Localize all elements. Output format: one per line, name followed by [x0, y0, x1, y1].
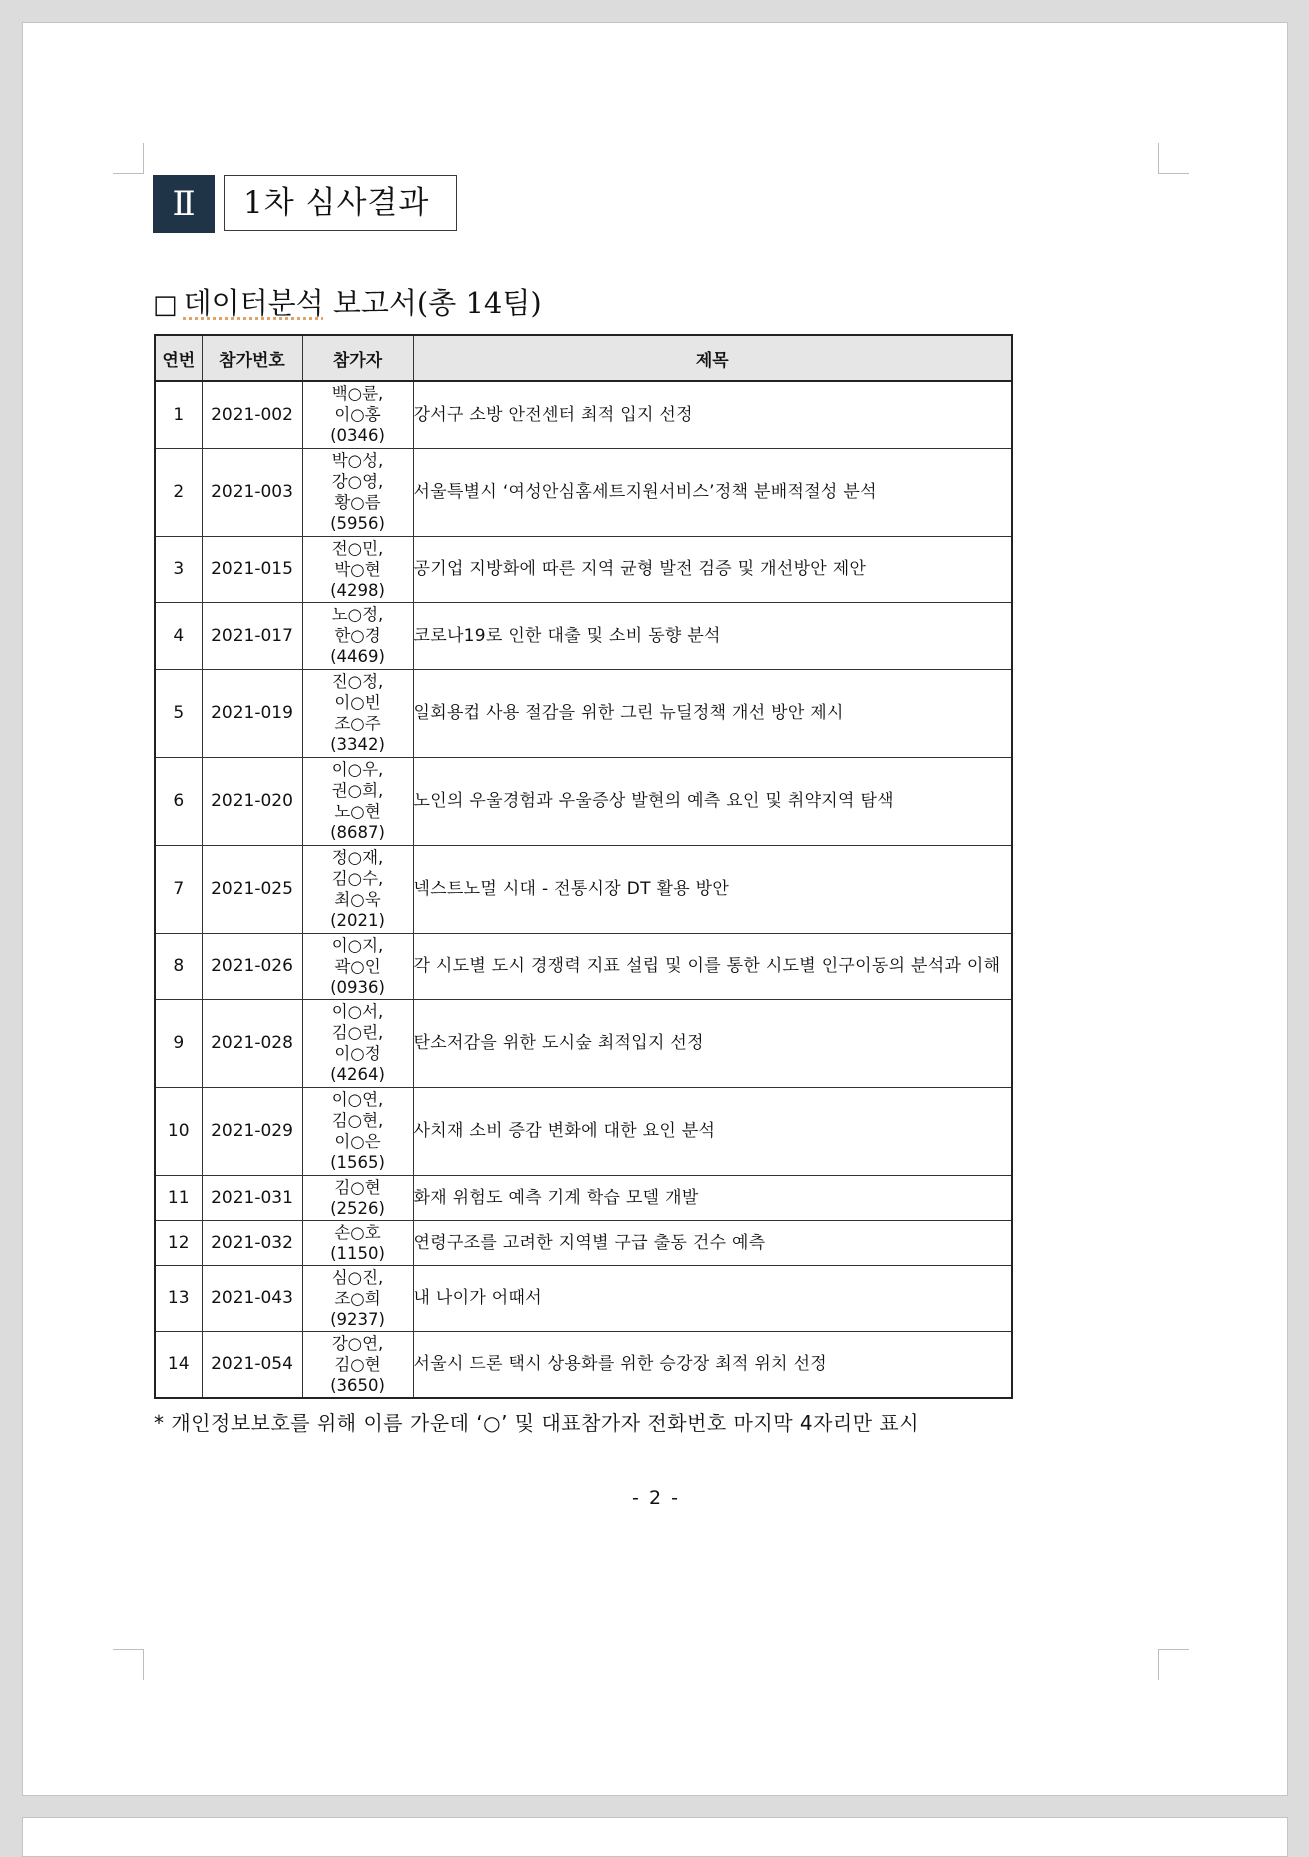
- table-row: [155, 669, 1012, 757]
- participant-line: (1150): [330, 1243, 385, 1263]
- participant-line: 이○지,: [331, 935, 384, 955]
- crop-mark-bottom-right: [1158, 1649, 1189, 1680]
- participant-line: (4298): [330, 580, 385, 600]
- cell-no: 13: [155, 1265, 202, 1331]
- cell-title: 일회용컵 사용 절감을 위한 그린 뉴딜정책 개선 방안 제시: [413, 669, 1012, 757]
- participant-line: 이○은: [334, 1132, 381, 1151]
- next-page-edge: [22, 1817, 1288, 1857]
- cell-title: 코로나19로 인한 대출 및 소비 동향 분석: [413, 602, 1012, 669]
- cell-entry-id: 2021-017: [202, 602, 302, 669]
- cell-entry-id: 2021-003: [202, 448, 302, 536]
- cell-entry-id: 2021-025: [202, 845, 302, 933]
- footnote: * 개인정보보호를 위해 이름 가운데 ‘○’ 및 대표참가자 전화번호 마지막 4자리만 표시: [154, 1411, 920, 1435]
- header-id: 참가번호: [202, 335, 302, 381]
- header-participants: 참가자: [302, 335, 413, 381]
- results-table: [154, 334, 1013, 1399]
- cell-title: 탄소저감을 위한 도시숲 최적입지 선정: [413, 999, 1012, 1087]
- table-row: [155, 1175, 1012, 1220]
- cell-participants: [302, 1087, 413, 1175]
- cell-no: 7: [155, 845, 202, 933]
- cell-title: 노인의 우울경험과 우울증상 발현의 예측 요인 및 취약지역 탐색: [413, 757, 1012, 845]
- participant-line: (9237): [330, 1309, 385, 1329]
- cell-participants: [302, 1220, 413, 1265]
- cell-no: 1: [155, 381, 202, 448]
- table-row: [155, 933, 1012, 999]
- cell-no: 3: [155, 536, 202, 602]
- table-row: [155, 757, 1012, 845]
- participant-line: (5956): [330, 514, 385, 533]
- participant-line: 강○연,: [331, 1333, 384, 1353]
- cell-no: 4: [155, 602, 202, 669]
- cell-participants: [302, 999, 413, 1087]
- participant-line: 한○경: [334, 626, 381, 645]
- participant-line: 진○정,: [331, 672, 384, 691]
- cell-no: 6: [155, 757, 202, 845]
- cell-no: 11: [155, 1175, 202, 1220]
- table-header-row: [155, 335, 1012, 381]
- participant-line: 조○주: [334, 714, 381, 733]
- cell-title: 각 시도별 도시 경쟁력 지표 설립 및 이를 통한 시도별 인구이동의 분석과 이해: [413, 933, 1012, 999]
- participant-line: (4264): [330, 1065, 385, 1084]
- participant-line: 최○욱: [334, 890, 381, 909]
- participant-line: (4469): [330, 647, 385, 666]
- table-row: [155, 448, 1012, 536]
- cell-entry-id: 2021-002: [202, 381, 302, 448]
- participant-line: 권○희,: [331, 781, 384, 800]
- subheading-underlined-text: 데이터분석: [183, 286, 324, 320]
- participant-line: 이○홍: [334, 405, 381, 425]
- document-page: [22, 22, 1288, 1796]
- cell-participants: [302, 536, 413, 602]
- cell-entry-id: 2021-028: [202, 999, 302, 1087]
- participant-line: 곽○인: [334, 956, 381, 976]
- participant-line: 김○현: [334, 1354, 381, 1374]
- cell-title: 서울특별시 ‘여성안심홈세트지원서비스’정책 분배적절성 분석: [413, 448, 1012, 536]
- cell-no: 8: [155, 933, 202, 999]
- table-row: [155, 1265, 1012, 1331]
- cell-title: 내 나이가 어때서: [413, 1265, 1012, 1331]
- cell-entry-id: 2021-031: [202, 1175, 302, 1220]
- cell-title: 공기업 지방화에 따른 지역 균형 발전 검증 및 개선방안 제안: [413, 536, 1012, 602]
- participant-line: 김○현: [334, 1177, 381, 1197]
- cell-participants: [302, 1331, 413, 1398]
- checkbox-bullet-icon: □: [153, 290, 178, 320]
- cell-entry-id: 2021-054: [202, 1331, 302, 1398]
- participant-line: 박○현: [334, 559, 381, 579]
- participant-line: 전○민,: [331, 538, 384, 558]
- table-row: [155, 602, 1012, 669]
- participant-line: 김○린,: [331, 1023, 384, 1042]
- cell-no: 9: [155, 999, 202, 1087]
- cell-entry-id: 2021-015: [202, 536, 302, 602]
- section-number-badge: Ⅱ: [153, 175, 215, 233]
- participant-line: 이○우,: [331, 760, 384, 779]
- cell-title: 화재 위험도 예측 기계 학습 모델 개발: [413, 1175, 1012, 1220]
- cell-participants: [302, 845, 413, 933]
- table-row: [155, 536, 1012, 602]
- cell-participants: [302, 757, 413, 845]
- cell-participants: [302, 381, 413, 448]
- cell-title: 서울시 드론 택시 상용화를 위한 승강장 최적 위치 선정: [413, 1331, 1012, 1398]
- participant-line: 정○재,: [331, 848, 384, 867]
- subheading-rest-text: 보고서(총 14팀): [323, 286, 542, 320]
- participant-line: 강○영,: [331, 472, 384, 491]
- participant-line: 손○호: [334, 1222, 381, 1242]
- participant-line: 이○정: [334, 1044, 381, 1063]
- participant-line: 박○성,: [331, 451, 384, 470]
- participant-line: (0936): [330, 977, 385, 997]
- participant-line: 심○진,: [331, 1267, 384, 1287]
- participant-line: (3650): [330, 1375, 385, 1395]
- cell-participants: [302, 933, 413, 999]
- cell-title: 강서구 소방 안전센터 최적 입지 선정: [413, 381, 1012, 448]
- cell-no: 14: [155, 1331, 202, 1398]
- subheading: [153, 281, 542, 322]
- table-row: [155, 381, 1012, 448]
- cell-entry-id: 2021-019: [202, 669, 302, 757]
- page-number: - 2 -: [632, 1487, 680, 1509]
- cell-participants: [302, 1175, 413, 1220]
- participant-line: 김○현,: [331, 1111, 384, 1130]
- cell-no: 12: [155, 1220, 202, 1265]
- participant-line: 김○수,: [331, 869, 384, 888]
- cell-participants: [302, 1265, 413, 1331]
- table-row: [155, 1220, 1012, 1265]
- participant-line: (0346): [330, 426, 385, 446]
- table-row: [155, 845, 1012, 933]
- table-row: [155, 1087, 1012, 1175]
- cell-entry-id: 2021-029: [202, 1087, 302, 1175]
- participant-line: 황○름: [334, 493, 381, 512]
- table-row: [155, 999, 1012, 1087]
- participant-line: (2021): [330, 911, 385, 930]
- cell-no: 2: [155, 448, 202, 536]
- participant-line: (3342): [330, 735, 385, 754]
- participant-line: 백○륜,: [331, 384, 384, 404]
- cell-entry-id: 2021-020: [202, 757, 302, 845]
- participant-line: 이○서,: [331, 1002, 384, 1021]
- cell-title: 넥스트노멀 시대 - 전통시장 DT 활용 방안: [413, 845, 1012, 933]
- cell-entry-id: 2021-026: [202, 933, 302, 999]
- participant-line: 조○희: [334, 1288, 381, 1308]
- header-no: 연번: [155, 335, 202, 381]
- crop-mark-top-right: [1158, 143, 1189, 174]
- participant-line: 노○현: [334, 802, 381, 821]
- cell-title: 연령구조를 고려한 지역별 구급 출동 건수 예측: [413, 1220, 1012, 1265]
- participant-line: (8687): [330, 823, 385, 842]
- participant-line: (2526): [330, 1198, 385, 1218]
- crop-mark-top-left: [113, 143, 144, 174]
- cell-no: 5: [155, 669, 202, 757]
- participant-line: 노○정,: [331, 605, 384, 624]
- table-row: [155, 1331, 1012, 1398]
- cell-entry-id: 2021-043: [202, 1265, 302, 1331]
- cell-participants: [302, 448, 413, 536]
- participant-line: 이○빈: [334, 693, 381, 712]
- header-title: 제목: [413, 335, 1012, 381]
- cell-no: 10: [155, 1087, 202, 1175]
- cell-title: 사치재 소비 증감 변화에 대한 요인 분석: [413, 1087, 1012, 1175]
- cell-participants: [302, 602, 413, 669]
- section-title: 1차 심사결과: [224, 175, 457, 231]
- crop-mark-bottom-left: [113, 1649, 144, 1680]
- participant-line: 이○연,: [331, 1090, 384, 1109]
- cell-entry-id: 2021-032: [202, 1220, 302, 1265]
- participant-line: (1565): [330, 1153, 385, 1172]
- cell-participants: [302, 669, 413, 757]
